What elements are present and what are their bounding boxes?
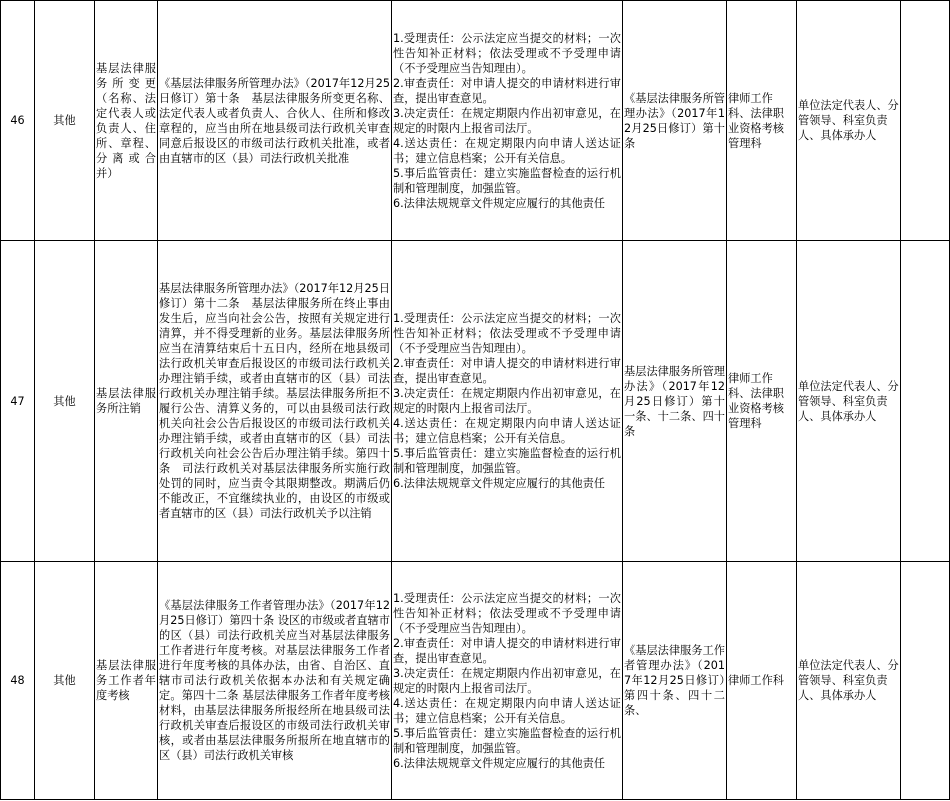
responsibility-basis: 《基层法律服务工作者管理办法》（2017年12月25日修订）第四十条、四十二条、: [623, 562, 727, 800]
responsibility-item: 5.事后监管责任：建立实施监督检查的运行机制和管理制度，加强监管。: [393, 726, 621, 755]
table-row: [1, 1, 950, 241]
row-number: 48: [1, 562, 35, 800]
responsibility-list: [392, 1, 623, 241]
item-name: 基层法律服务工作者年度考核: [95, 562, 158, 800]
item-name: 基层法律服务所变更（名称、法定代表人或负责人、住所、章程、分离或合并）: [95, 1, 158, 241]
legal-basis: 《基层法律服务所管理办法》（2017年12月25日修订）第十条 基层法律服务所变更名称、法定代表人或者负责人、合伙人、住所和修改章程的，应当由所在地县级司法行政机关审查同意后报设区的市级司法行政机关批准，或者由直辖市的区（县）司法行政机关批准: [158, 1, 392, 241]
responsibility-item: 6.法律法规规章文件规定应履行的其他责任: [393, 196, 606, 210]
responsibility-item: 5.事后监管责任：建立实施监督检查的运行机制和管理制度，加强监管。: [393, 166, 621, 195]
responsibility-item: 3.决定责任：在规定期限内作出初审意见，在规定的时限内上报省司法厅。: [393, 106, 621, 135]
responsibility-item: 5.事后监管责任：建立实施监督检查的运行机制和管理制度，加强监管。: [393, 447, 621, 475]
row-number: 47: [1, 241, 35, 562]
power-type: 其他: [35, 1, 95, 241]
responsibility-item: 3.决定责任：在规定期限内作出初审意见，在规定的时限内上报省司法厅。: [393, 666, 621, 695]
responsibility-item: 2.审查责任：对申请人提交的申请材料进行审查，提出审查意见。: [393, 357, 621, 385]
responsibility-basis: 《基层法律服务所管理办法》（2017年12月25日修订）第十条: [623, 1, 727, 241]
responsibility-item: 6.法律法规规章文件规定应履行的其他责任: [393, 477, 606, 490]
responsible-department: 律师工作科、法律职业资格考核管理科: [727, 1, 797, 241]
responsible-person: 单位法定代表人、分管领导、科室负责人、具体承办人: [797, 1, 901, 241]
responsibility-item: 4.送达责任：在规定期限内向申请人送达证书；建立信息档案；公开有关信息。: [393, 136, 621, 165]
responsibility-item: 2.审查责任：对申请人提交的申请材料进行审查，提出审查意见。: [393, 76, 621, 105]
legal-basis: 基层法律服务所管理办法》（2017年12月25日修订）第十二条 基层法律服务所在终止事由发生后，应当向社会公告，按照有关规定进行清算，并不得受理新的业务。基层法律服务所应当在清算结束后十五日内，经所在地县级司法行政机关审查后报设区的市级司法行政机关办理注销手续，或者由直辖市的区（县）司法行政机关办理注销手续。基层法律服务所拒不履行公告、清算义务的，可以由县级司法行政机关向社会公告后报设区的市级司法行政机关办理注销手续，或者由直辖市的区（县）司法行政机关向社会公告后办理注销手续。第四十条 司法行政机关对基层法律服务所实施行政处罚的同时，应当责令其限期整改。期满后仍不能改正，不宜继续执业的，由设区的市级或者直辖市的区（县）司法行政机关予以注销: [158, 241, 392, 562]
power-type: 其他: [35, 241, 95, 562]
responsible-person: 单位法定代表人、分管领导、科室负责人、具体承办人: [797, 562, 901, 800]
blank-cell: [901, 1, 950, 241]
responsibility-basis: 基层法律服务所管理办法》（2017年12月25日修订）第十一条、十二条、四十条: [623, 241, 727, 562]
table-row: [1, 241, 950, 562]
responsibility-item: 1.受理责任：公示法定应当提交的材料；一次性告知补正材料；依法受理或不予受理申请（不予受理应当告知理由）。: [393, 591, 621, 635]
table-row: [1, 562, 950, 800]
responsibility-item: 4.送达责任：在规定期限内向申请人送达证书；建立信息档案；公开有关信息。: [393, 696, 621, 725]
responsible-person: 单位法定代表人、分管领导、科室负责人、具体承办人: [797, 241, 901, 562]
legal-basis: 《基层法律服务工作者管理办法》（2017年12月25日修订）第四十条 设区的市级或者直辖市的区（县）司法行政机关应当对基层法律服务工作者进行年度考核。对基层法律服务工作者进行年度考核的具体办法，由省、自治区、直辖市司法行政机关依据本办法和有关规定确定。第四十二条 基层法律服务工作者年度考核材料，由基层法律服务所报经所在地县级司法行政机关审查后报设区的市级司法行政机关审核，或者由基层法律服务所报所在地直辖市的区（县）司法行政机关审核: [158, 562, 392, 800]
responsibility-item: 1.受理责任：公示法定应当提交的材料；一次性告知补正材料；依法受理或不予受理申请（不予受理应当告知理由）。: [393, 31, 621, 75]
responsible-department: 律师工作科、法律职业资格考核管理科: [727, 241, 797, 562]
responsibility-item: 6.法律法规规章文件规定应履行的其他责任: [393, 756, 606, 770]
row-number: 46: [1, 1, 35, 241]
blank-cell: [901, 562, 950, 800]
item-name: 基层法律服务所注销: [95, 241, 158, 562]
power-type: 其他: [35, 562, 95, 800]
blank-cell: [901, 241, 950, 562]
responsibility-item: 4.送达责任：在规定期限内向申请人送达证书；建立信息档案；公开有关信息。: [393, 417, 621, 445]
responsibility-item: 2.审查责任：对申请人提交的申请材料进行审查，提出审查意见。: [393, 636, 621, 665]
responsible-department: 律师工作科: [727, 562, 797, 800]
responsibility-item: 3.决定责任：在规定期限内作出初审意见，在规定的时限内上报省司法厅。: [393, 387, 621, 415]
responsibility-list: [392, 562, 623, 800]
responsibility-item: 1.受理责任：公示法定应当提交的材料；一次性告知补正材料；依法受理或不予受理申请（不予受理应当告知理由）。: [393, 312, 621, 355]
responsibility-list: [392, 241, 623, 562]
